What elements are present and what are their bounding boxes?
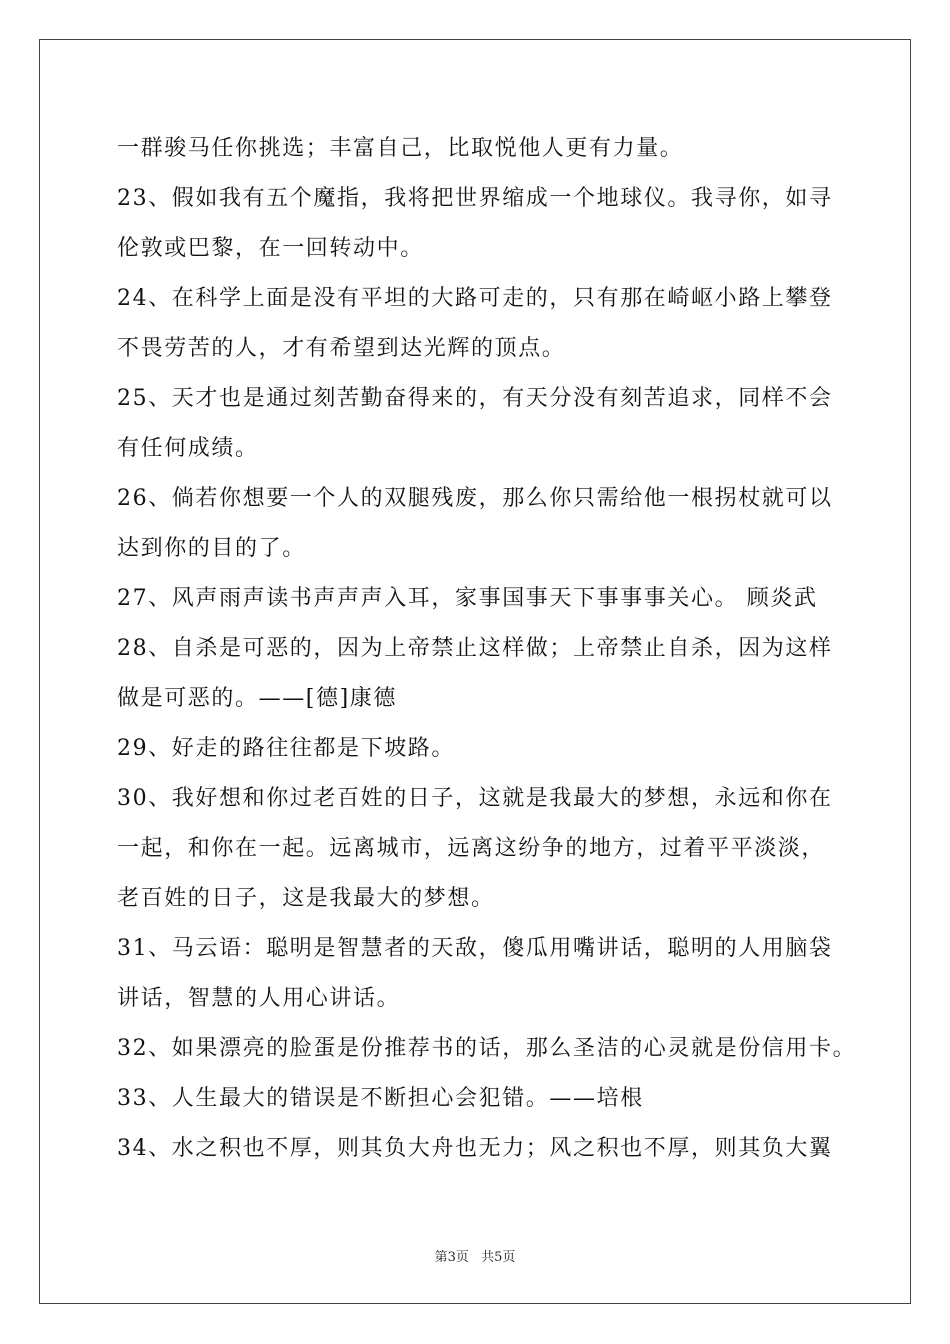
text-line: 一群骏马任你挑选；丰富自己，比取悦他人更有力量。: [117, 136, 684, 161]
text-line: 讲话，智慧的人用心讲话。: [117, 986, 401, 1011]
text-line: 30、我好想和你过老百姓的日子，这就是我最大的梦想，永远和你在: [117, 786, 833, 811]
text-line: 25、天才也是通过刻苦勤奋得来的，有天分没有刻苦追求，同样不会: [117, 386, 833, 411]
text-line: 32、如果漂亮的脸蛋是份推荐书的话，那么圣洁的心灵就是份信用卡。: [117, 1036, 857, 1061]
text-line: 33、人生最大的错误是不断担心会犯错。——培根: [117, 1086, 644, 1111]
page-total: 共5页: [481, 1250, 516, 1265]
text-line: 34、水之积也不厚，则其负大舟也无力；风之积也不厚，则其负大翼: [117, 1136, 833, 1161]
text-line: 老百姓的日子，这是我最大的梦想。: [117, 886, 495, 911]
page-footer: [0, 1246, 950, 1265]
text-line: 伦敦或巴黎，在一回转动中。: [117, 236, 424, 261]
text-line: 31、马云语：聪明是智慧者的天敌，傻瓜用嘴讲话，聪明的人用脑袋: [117, 936, 833, 961]
text-line: 做是可恶的。——[德]康德: [117, 686, 397, 711]
text-line: 一起，和你在一起。远离城市，远离这纷争的地方，过着平平淡淡，: [117, 836, 826, 861]
text-line: 29、好走的路往往都是下坡路。: [117, 736, 455, 761]
page-number: 第3页: [434, 1250, 469, 1265]
text-line: 不畏劳苦的人，才有希望到达光辉的顶点。: [117, 336, 566, 361]
text-line: 有任何成绩。: [117, 436, 259, 461]
text-line: 24、在科学上面是没有平坦的大路可走的，只有那在崎岖小路上攀登: [117, 286, 833, 311]
text-line: 28、自杀是可恶的，因为上帝禁止这样做；上帝禁止自杀，因为这样: [117, 636, 833, 661]
text-line: 27、风声雨声读书声声声入耳，家事国事天下事事事关心。 顾炎武: [117, 586, 818, 611]
text-line: 达到你的目的了。: [117, 536, 306, 561]
text-line: 23、假如我有五个魔指，我将把世界缩成一个地球仪。我寻你，如寻: [117, 186, 833, 211]
text-line: 26、倘若你想要一个人的双腿残废，那么你只需给他一根拐杖就可以: [117, 486, 833, 511]
